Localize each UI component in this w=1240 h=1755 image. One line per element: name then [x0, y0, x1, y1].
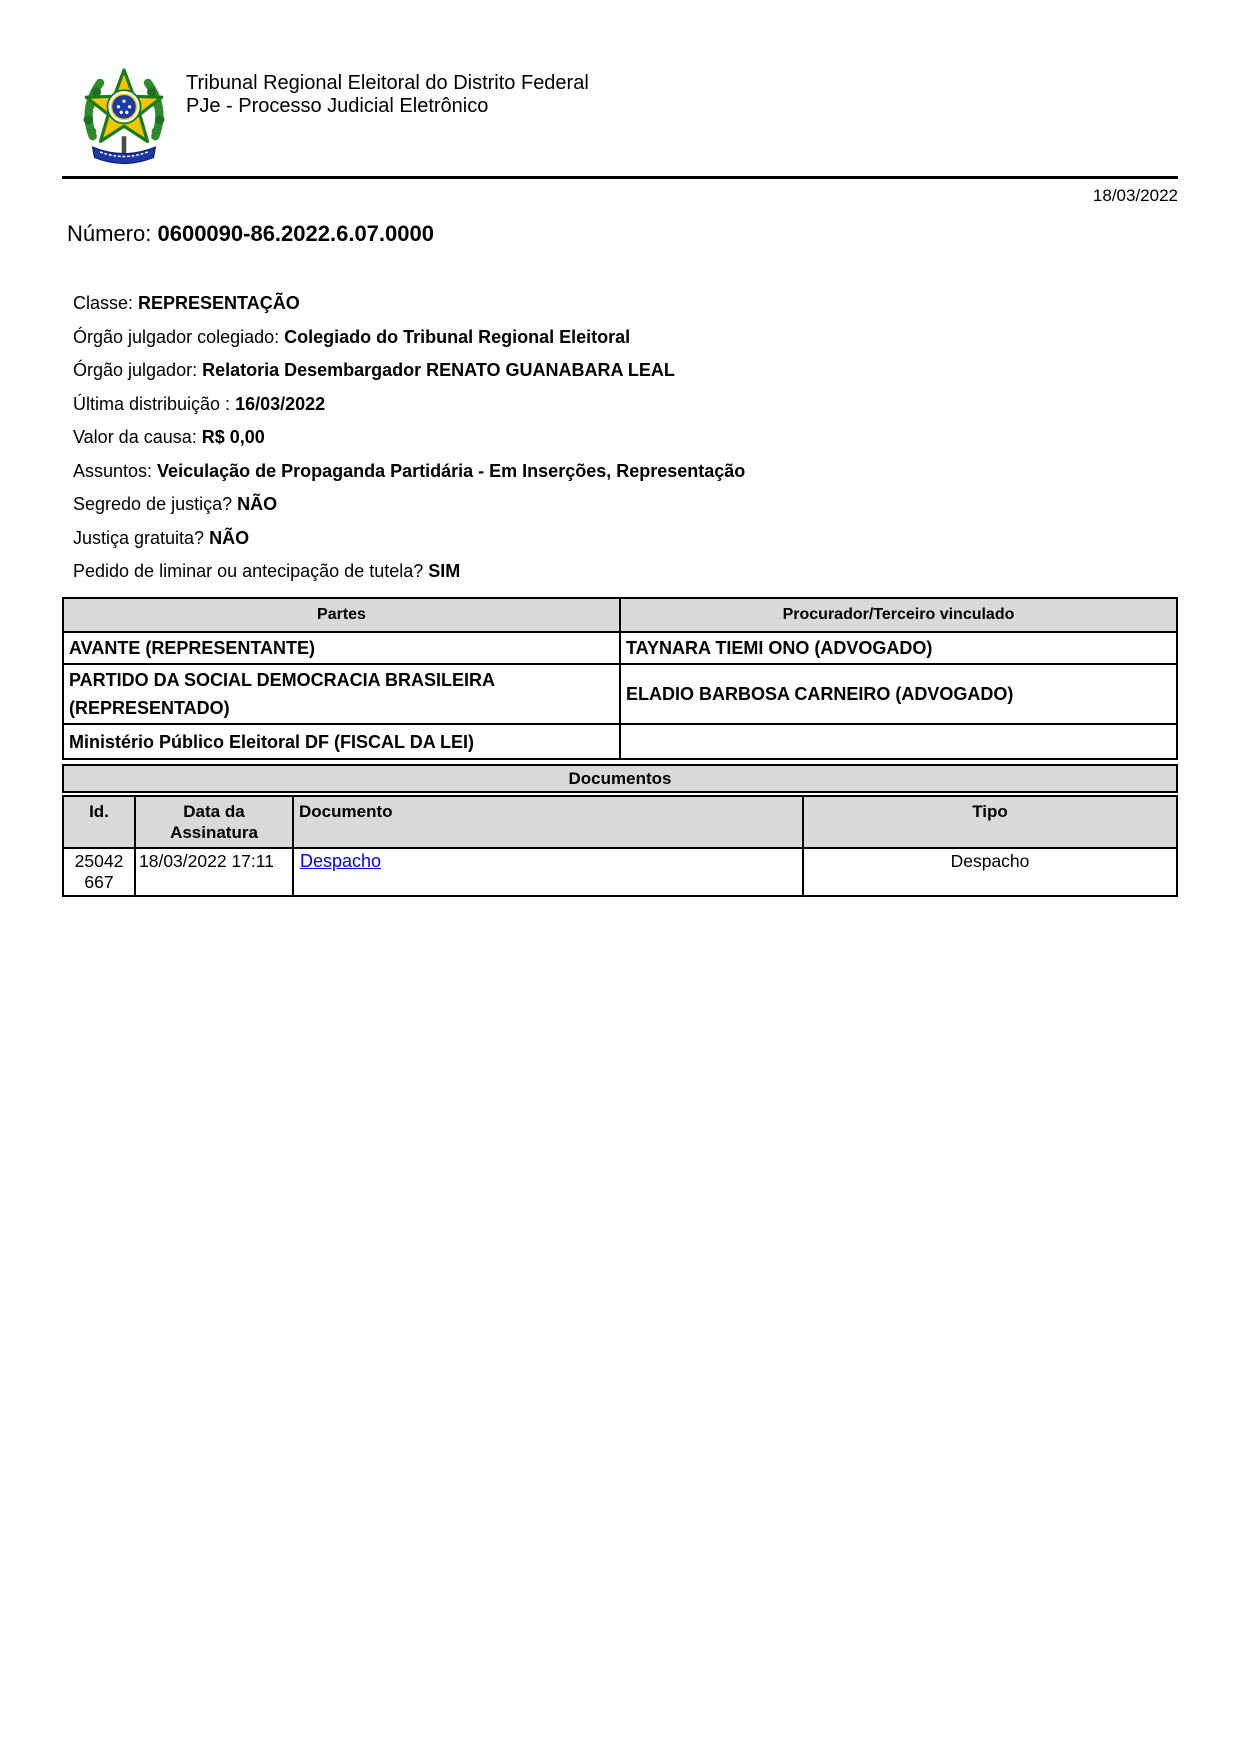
info-row-assuntos — [73, 455, 1173, 489]
parte-cell: AVANTE (REPRESENTANTE) — [63, 632, 620, 664]
documento-tipo-cell: Despacho — [803, 848, 1177, 896]
info-label: Assuntos: — [73, 460, 153, 481]
info-value: Relatoria Desembargador RENATO GUANABARA LEAL — [202, 360, 675, 380]
info-row-justica-gratuita — [73, 522, 1173, 556]
info-row-orgao-colegiado — [73, 321, 1173, 355]
documentos-section-header: Documentos — [62, 764, 1178, 793]
documento-row — [63, 848, 1177, 896]
partes-header-row — [63, 598, 1177, 632]
header-divider — [62, 176, 1178, 179]
partes-row — [63, 664, 1177, 724]
info-value: Colegiado do Tribunal Regional Eleitoral — [284, 326, 631, 347]
procurador-cell — [620, 724, 1177, 759]
parte-cell: PARTIDO DA SOCIAL DEMOCRACIA BRASILEIRA (REPRESENTADO) — [63, 664, 620, 724]
info-row-pedido-liminar — [73, 555, 1173, 589]
process-number-label: Número: — [67, 221, 152, 246]
process-number-line — [67, 221, 434, 247]
procurador-cell: TAYNARA TIEMI ONO (ADVOGADO) — [620, 632, 1177, 664]
info-label: Última distribuição : — [73, 393, 231, 414]
documentos-header-tipo: Tipo — [803, 796, 1177, 848]
info-row-orgao-julgador — [73, 354, 1173, 388]
org-title-line2: PJe - Processo Judicial Eletrônico — [186, 95, 489, 117]
documento-despacho-link[interactable]: Despacho — [300, 851, 382, 871]
org-title-line1: Tribunal Regional Eleitoral do Distrito Federal — [186, 72, 589, 94]
partes-table — [62, 597, 1178, 760]
partes-row — [63, 724, 1177, 759]
documentos-table — [62, 795, 1178, 897]
info-row-valor-causa — [73, 421, 1173, 455]
info-value: Veiculação de Propaganda Partidária - Em Inserções, Representação — [157, 460, 746, 481]
info-value: NÃO — [237, 494, 278, 514]
info-value: NÃO — [209, 527, 250, 548]
documento-doc-cell — [293, 848, 803, 896]
brazil-coat-of-arms-logo — [78, 64, 170, 168]
documento-id-cell: 25042667 — [63, 848, 135, 896]
info-label: Órgão julgador colegiado: — [73, 326, 280, 347]
documentos-header-data-assinatura: Data da Assinatura — [135, 796, 293, 848]
info-value: SIM — [428, 561, 461, 581]
info-value: R$ 0,00 — [201, 427, 265, 447]
parte-cell: Ministério Público Eleitoral DF (FISCAL DA LEI) — [63, 724, 620, 759]
documentos-header-id: Id. — [63, 796, 135, 848]
documentos-header-documento: Documento — [293, 796, 803, 848]
process-info-block — [73, 287, 1173, 589]
info-row-ultima-distribuicao — [73, 388, 1173, 422]
procurador-cell: ELADIO BARBOSA CARNEIRO (ADVOGADO) — [620, 664, 1177, 724]
org-title — [186, 72, 589, 118]
info-label: Classe: — [73, 293, 134, 313]
info-label: Justiça gratuita? — [73, 527, 205, 548]
info-row-segredo-justica — [73, 488, 1173, 522]
info-label: Órgão julgador: — [73, 360, 198, 380]
tables-area — [62, 597, 1178, 897]
partes-header-procurador: Procurador/Terceiro vinculado — [620, 598, 1177, 632]
info-value: REPRESENTAÇÃO — [138, 293, 300, 313]
info-value: 16/03/2022 — [235, 393, 326, 414]
info-row-classe — [73, 287, 1173, 321]
partes-header-partes: Partes — [63, 598, 620, 632]
documentos-header-row — [63, 796, 1177, 848]
info-label: Pedido de liminar ou antecipação de tutela? — [73, 561, 424, 581]
info-label: Valor da causa: — [73, 427, 197, 447]
documento-data-cell: 18/03/2022 17:11 — [135, 848, 293, 896]
process-number-value: 0600090-86.2022.6.07.0000 — [157, 221, 434, 246]
brazil-coat-of-arms-icon — [78, 64, 170, 168]
document-date: 18/03/2022 — [1092, 186, 1178, 205]
partes-row — [63, 632, 1177, 664]
info-label: Segredo de justiça? — [73, 494, 233, 514]
